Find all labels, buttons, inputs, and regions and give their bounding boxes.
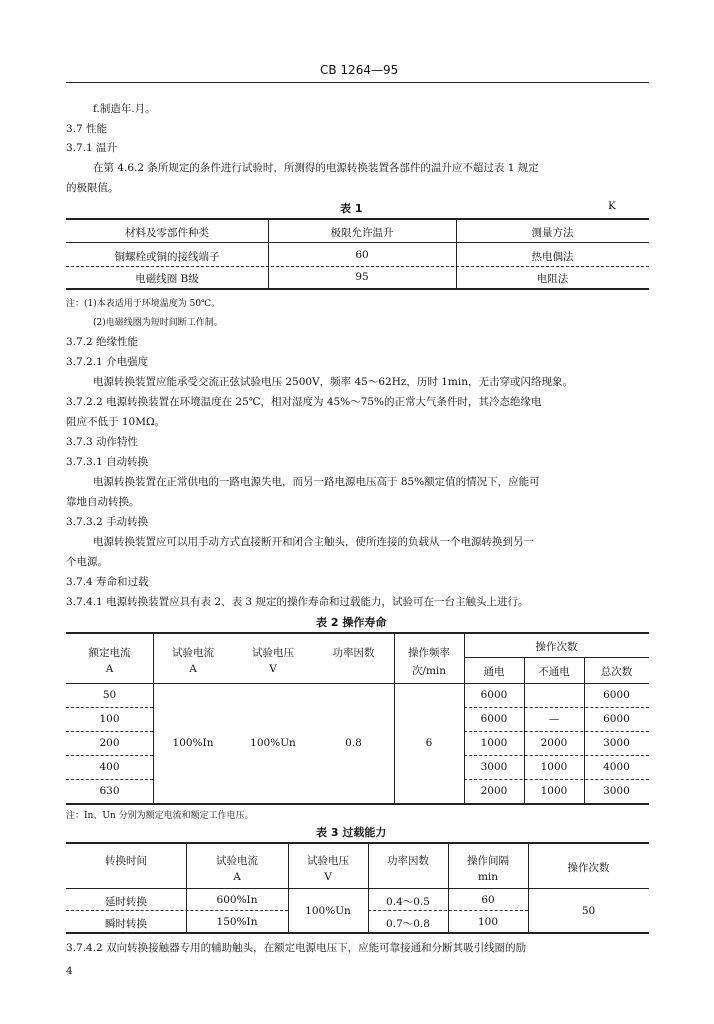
table-rule (464, 707, 649, 708)
table-cell: 150%In (216, 916, 258, 928)
table-header-unit: A (189, 663, 197, 675)
table-cell: 6000 (480, 689, 508, 701)
paragraph-line: 电源转换装置应能承受交流正弦试验电压 2500V，频率 45～62Hz，历时 1min，无击穿或闪络现象。 (93, 376, 573, 388)
table-cell: 100 (99, 713, 120, 725)
table-header-cell: 极限允许温升 (330, 227, 394, 239)
table-cell: 4000 (603, 761, 630, 773)
section-heading: 3.7.3 动作特性 (66, 436, 139, 448)
table-header-cell: 功率因数 (332, 647, 375, 659)
table-header-cell: 额定电流 (88, 647, 131, 659)
table-cell: 95 (355, 271, 369, 283)
section-heading: 3.7.4 寿命和过载 (66, 576, 149, 588)
paragraph-line: 个电源。 (66, 556, 108, 568)
paragraph-line: 电源转换装置在正常供电的一路电源失电，而另一路电源电压高于 85%额定值的情况下，应能可 (93, 476, 540, 488)
table-cell: 延时转换 (105, 896, 147, 908)
table-header-cell: 试验电压 (307, 855, 349, 867)
table-cell: 100%In (172, 737, 214, 749)
table2-title: 表 2 操作寿命 (316, 616, 387, 629)
table-cell: 6 (425, 737, 433, 749)
table-cell: 3000 (603, 785, 630, 797)
table-header-unit: A (105, 663, 114, 675)
table-rule (66, 842, 649, 844)
table-header-cell: 功率因数 (387, 855, 429, 867)
table-cell: 2000 (480, 785, 508, 797)
table-cell: 400 (99, 761, 120, 773)
table-header-cell: 转换时间 (105, 855, 147, 867)
table-cell: — (548, 713, 560, 725)
table-header-cell: 通电 (483, 666, 505, 678)
paragraph-line: 在第 4.6.2 条所规定的条件进行试验时，所测得的电源转换装置各部件的温升应不超过表 1 规定 (93, 162, 539, 174)
table-cell: 6000 (603, 689, 630, 701)
table-cell: 0.7～0.8 (386, 918, 430, 930)
header-rule (66, 82, 649, 83)
table-rule (528, 842, 529, 932)
table-rule (66, 707, 153, 708)
table-header-cell: 操作间隔 (467, 855, 509, 867)
table-rule (66, 218, 649, 220)
table-cell: 50 (102, 689, 117, 701)
table-cell: 50 (581, 905, 596, 917)
table-header-cell: 操作次数 (535, 641, 578, 653)
table-header-cell: 试验电流 (172, 647, 214, 659)
table-header-unit: min (477, 871, 499, 883)
table-cell: 6000 (603, 713, 630, 725)
table-cell: 1000 (540, 785, 568, 797)
table-header-cell: 试验电流 (216, 855, 258, 867)
page-number: 4 (66, 965, 73, 977)
table-header-cell: 材料及零部件种类 (125, 227, 209, 239)
table-cell: 电阻法 (536, 273, 569, 285)
table-cell: 100%Un (305, 905, 351, 917)
table1-unit: K (608, 200, 616, 212)
table-cell: 60 (481, 894, 495, 906)
table-cell: 630 (99, 785, 120, 797)
table-header-cell: 操作频率 (408, 647, 450, 659)
table-rule (66, 803, 649, 805)
table-rule (66, 266, 649, 267)
table-cell: 100 (477, 916, 499, 928)
table-rule (66, 932, 649, 934)
table-header-cell: 试验电压 (252, 647, 294, 659)
table-rule (66, 910, 288, 911)
table-cell: 60 (355, 249, 369, 261)
paragraph-line: 靠地自动转换。 (66, 496, 140, 508)
table-header-cell: 操作次数 (567, 862, 610, 874)
table-rule (66, 242, 649, 243)
table-cell: 6000 (480, 713, 508, 725)
table-rule (464, 731, 649, 732)
table-cell: 1000 (540, 761, 568, 773)
table-cell: 瞬时转换 (105, 918, 147, 930)
table-note: 注：(1)本表适用于环境温度为 50℃。 (66, 299, 221, 309)
table-cell: 3000 (603, 737, 630, 749)
table-rule (66, 288, 649, 290)
table-cell: 电磁线圈 B级 (135, 273, 199, 285)
table1-title: 表 1 (340, 202, 363, 215)
table-rule (66, 755, 153, 756)
table-header-cell: 总次数 (600, 666, 633, 678)
section-heading: 3.7.3.1 自动转换 (66, 456, 149, 468)
table-cell: 铜螺栓或铜的接线端子 (114, 251, 220, 263)
table-cell: 2000 (540, 737, 568, 749)
table-header-unit: A (233, 871, 241, 883)
table-header-cell: 测量方法 (531, 227, 574, 239)
table-header-cell: 不通电 (538, 666, 570, 678)
table-cell: 200 (99, 737, 120, 749)
section-heading: 3.7.3.2 手动转换 (66, 516, 149, 528)
table-rule (66, 779, 153, 780)
document-number: CB 1264—95 (320, 63, 399, 77)
table-cell: 1000 (480, 737, 508, 749)
table-rule (464, 755, 649, 756)
table-rule (66, 888, 649, 889)
section-heading: 3.7.2.1 介电强度 (66, 356, 149, 368)
table-note: (2)电磁线圈为短时间断工作制。 (93, 318, 223, 328)
section-heading: 3.7 性能 (66, 123, 108, 135)
paragraph-line: 3.7.4.1 电源转换装置应具有表 2、表 3 规定的操作寿命和过载能力，试验可在一台主触头上进行。 (66, 596, 529, 608)
table-header-unit: V (324, 871, 332, 883)
paragraph-line: 3.7.4.2 双向转换接触器专用的辅助触头，在额定电源电压下，应能可靠接通和分断其吸引线圈的励 (66, 942, 527, 954)
table-rule (464, 779, 649, 780)
paragraph-line: 电源转换装置应可以用手动方式直接断开和闭合主触头，使所连接的负载从一个电源转换到另一 (93, 536, 534, 548)
section-heading: 3.7.1 温升 (66, 142, 118, 154)
table-cell: 3000 (480, 761, 508, 773)
table-cell: 0.4～0.5 (386, 896, 430, 908)
paragraph-line: 阻应不低于 10MΩ。 (66, 416, 166, 428)
paragraph-line: 的极限值。 (66, 182, 119, 194)
table-cell: 600%In (216, 894, 258, 906)
table3-title: 表 3 过载能力 (316, 826, 387, 839)
table-header-unit: V (269, 663, 277, 675)
list-item-date: f.制造年.月。 (93, 103, 156, 115)
paragraph-line: 3.7.2.2 电源转换装置在环境温度在 25℃，相对湿度为 45%～75%的正常大气条件时，其冷态绝缘电 (66, 396, 542, 408)
section-heading: 3.7.2 绝缘性能 (66, 336, 139, 348)
table-rule (66, 731, 153, 732)
table-cell: 热电偶法 (531, 251, 574, 263)
table-note: 注：In、Un 分别为额定电流和额定工作电压。 (66, 811, 254, 821)
table-cell: 100%Un (250, 737, 296, 749)
table-cell: 0.8 (345, 737, 362, 749)
table-rule (464, 657, 649, 658)
table-header-unit: 次/min (411, 665, 447, 677)
